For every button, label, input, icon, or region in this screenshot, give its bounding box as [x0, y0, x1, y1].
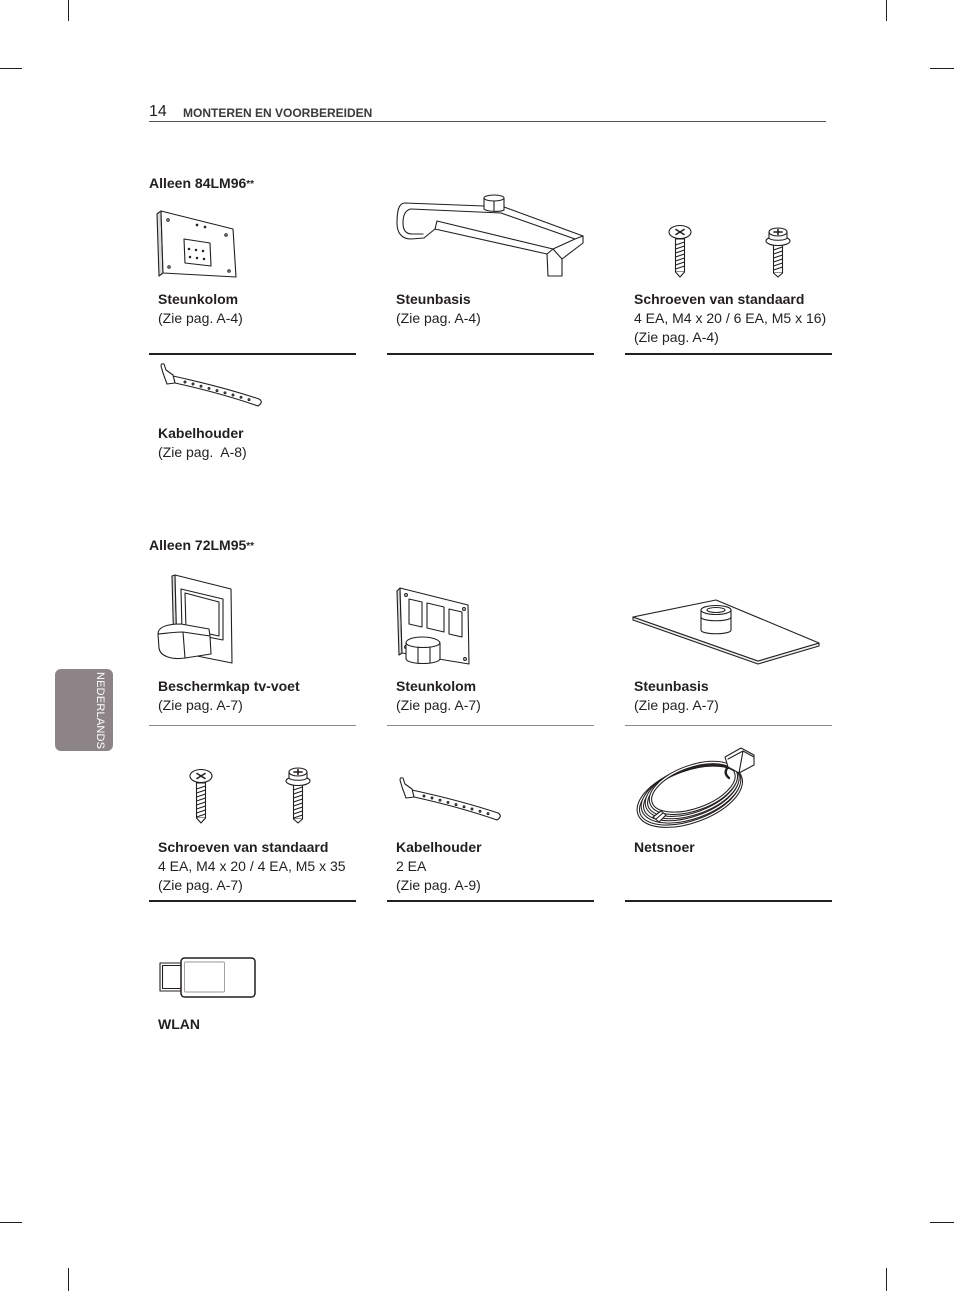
stand-cover-illustration — [155, 572, 235, 666]
accessory-detail: (Zie pag. A-7) — [158, 877, 243, 893]
accessory-detail: (Zie pag. A-4) — [634, 329, 719, 345]
stand-column-illustration — [394, 585, 474, 667]
crop-mark — [0, 1222, 22, 1223]
page-section-title: MONTEREN EN VOORBEREIDEN — [183, 106, 373, 120]
accessory-name: Steunkolom — [158, 291, 239, 307]
accessory-label — [158, 1015, 354, 1034]
item-divider — [625, 900, 832, 902]
accessory-detail: (Zie pag. A-7) — [158, 697, 243, 713]
section-heading — [149, 536, 254, 556]
accessory-name: Steunbasis — [634, 678, 709, 694]
accessory-label — [634, 290, 830, 347]
screw-m5-illustration — [764, 226, 792, 278]
item-divider — [625, 353, 832, 355]
crop-mark — [68, 1268, 69, 1291]
section-heading-model: Alleen 72LM95 — [149, 537, 247, 553]
crop-mark — [930, 1222, 954, 1223]
crop-mark — [886, 1268, 887, 1291]
accessory-name: Steunkolom — [396, 678, 477, 694]
crop-mark — [930, 68, 954, 69]
power-cord-illustration — [633, 745, 757, 829]
accessory-name: WLAN — [158, 1016, 200, 1032]
accessory-label — [634, 677, 830, 715]
accessory-name: Steunbasis — [396, 291, 471, 307]
crop-mark — [0, 68, 22, 69]
crop-mark — [886, 0, 887, 21]
item-divider — [149, 353, 356, 355]
accessory-detail: (Zie pag. A-4) — [158, 310, 243, 326]
accessory-detail: (Zie pag. A-7) — [396, 697, 481, 713]
accessory-label — [158, 677, 354, 715]
page-number: 14 — [149, 103, 167, 120]
item-divider — [149, 725, 356, 726]
stand-base-illustration — [630, 598, 822, 666]
accessory-name: Schroeven van standaard — [634, 291, 805, 307]
item-divider — [149, 900, 356, 902]
accessory-name: Netsnoer — [634, 839, 695, 855]
accessory-detail: (Zie pag. A-7) — [634, 697, 719, 713]
accessory-name: Kabelhouder — [158, 425, 244, 441]
stand-column-illustration — [153, 206, 241, 280]
item-divider — [387, 353, 594, 355]
stand-base-illustration — [393, 192, 587, 280]
header-divider — [149, 121, 826, 122]
accessory-label — [158, 290, 354, 328]
section-heading-suffix: ** — [246, 541, 255, 552]
accessory-label — [396, 838, 592, 895]
accessory-detail: 2 EA — [396, 858, 427, 874]
screw-m4-illustration — [188, 768, 214, 824]
accessory-label — [158, 838, 354, 895]
screw-m4-illustration — [667, 224, 693, 278]
accessory-detail: (Zie pag. A-8) — [158, 444, 247, 460]
item-divider — [625, 725, 832, 726]
language-tab-label: NEDERLANDS — [94, 672, 106, 750]
accessory-label — [158, 424, 354, 462]
crop-mark — [68, 0, 69, 21]
wlan-dongle-illustration — [158, 955, 258, 1000]
accessory-label — [396, 677, 592, 715]
section-heading — [149, 174, 254, 194]
cable-holder-illustration — [155, 361, 267, 411]
accessory-name: Schroeven van standaard — [158, 839, 329, 855]
section-heading-model: Alleen 84LM96 — [149, 175, 247, 191]
accessory-label — [396, 290, 592, 328]
item-divider — [387, 900, 594, 902]
accessory-name: Kabelhouder — [396, 839, 482, 855]
accessory-detail: (Zie pag. A-4) — [396, 310, 481, 326]
accessory-detail: 4 EA, M4 x 20 / 6 EA, M5 x 16) — [634, 310, 827, 326]
section-heading-suffix: ** — [246, 179, 255, 190]
cable-holder-illustration — [394, 775, 506, 825]
screw-m5-illustration — [284, 766, 312, 824]
accessory-label — [634, 838, 830, 857]
accessory-detail: 4 EA, M4 x 20 / 4 EA, M5 x 35 — [158, 858, 346, 874]
item-divider — [387, 725, 594, 726]
accessory-detail: (Zie pag. A-9) — [396, 877, 481, 893]
accessory-name: Beschermkap tv-voet — [158, 678, 300, 694]
